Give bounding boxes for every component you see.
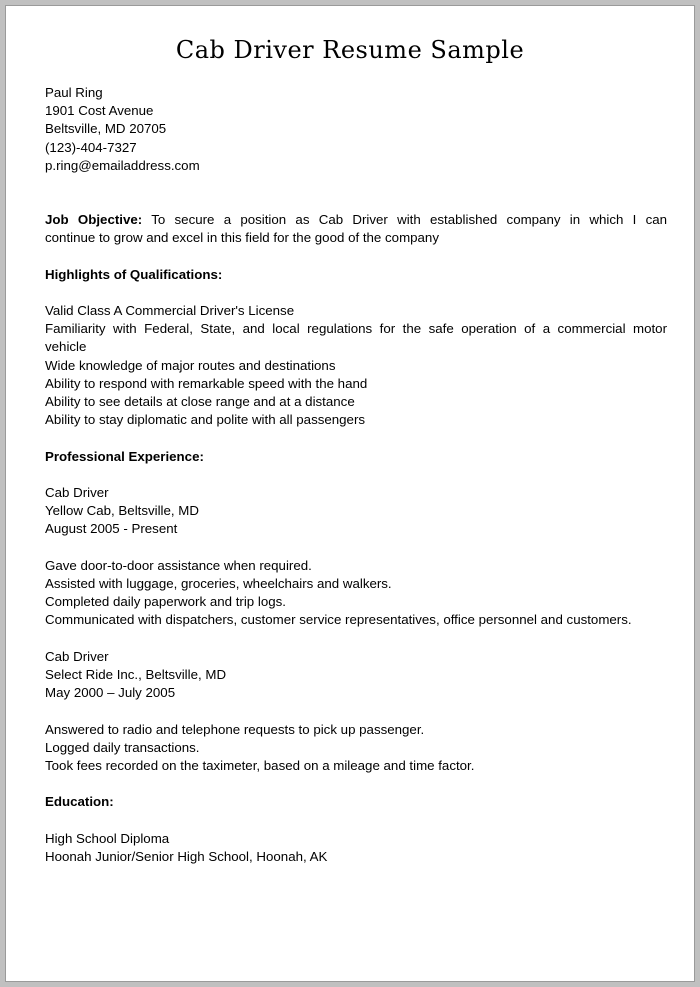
job-title: Cab Driver [45, 485, 109, 500]
job-company: Yellow Cab, Beltsville, MD [45, 503, 199, 519]
highlight-item: Ability to see details at close range and at a distance [45, 394, 355, 410]
education-school: Hoonah Junior/Senior High School, Hoonah, AK [45, 848, 328, 864]
objective-line-2: continue to grow and excel in this field for the good of the company [45, 230, 439, 246]
job-duty: Answered to radio and telephone requests to pick up passenger. [45, 721, 425, 737]
contact-name: Paul Ring [45, 85, 103, 100]
contact-email: p.ring@emailaddress.com [45, 157, 200, 173]
highlight-item: Ability to stay diplomatic and polite with all passengers [45, 412, 366, 428]
highlights-heading: Highlights of Qualifications: [45, 266, 223, 282]
job-duty: Logged daily transactions. [45, 739, 200, 755]
resume-body [45, 84, 667, 866]
highlight-item: Wide knowledge of major routes and destinations [45, 357, 336, 373]
highlight-item: vehicle [45, 339, 87, 355]
highlight-item: Ability to respond with remarkable speed with the hand [45, 375, 368, 391]
job-duty: Communicated with dispatchers, customer service representatives, office personnel and customers. [45, 612, 632, 628]
job-dates: May 2000 – July 2005 [45, 685, 176, 701]
page-title: Cab Driver Resume Sample [175, 36, 525, 64]
highlight-item: Familiarity with Federal, State, and local regulations for the safe operation of a commercial motor [45, 321, 667, 337]
contact-city: Beltsville, MD 20705 [45, 121, 167, 137]
objective-text-1: To secure a position as Cab Driver with established company in which I can [142, 212, 668, 228]
job-company: Select Ride Inc., Beltsville, MD [45, 667, 227, 682]
document-page [6, 6, 694, 981]
job-title: Cab Driver [45, 648, 109, 664]
experience-heading: Professional Experience: [45, 448, 204, 464]
job-duty: Assisted with luggage, groceries, wheelchairs and walkers. [45, 576, 392, 591]
job-dates: August 2005 - Present [45, 521, 178, 537]
job-duty: Completed daily paperwork and trip logs. [45, 594, 286, 610]
education-heading: Education: [45, 794, 114, 810]
job-duty: Gave door-to-door assistance when required. [45, 557, 312, 573]
objective-heading: Job Objective: [45, 212, 143, 228]
job-duty: Took fees recorded on the taximeter, based on a mileage and time factor. [45, 758, 475, 773]
highlight-item: Valid Class A Commercial Driver's License [45, 303, 295, 318]
objective-line-1 [45, 211, 667, 229]
education-degree: High School Diploma [45, 830, 170, 846]
contact-street: 1901 Cost Avenue [45, 103, 154, 119]
contact-phone: (123)-404-7327 [45, 139, 137, 155]
